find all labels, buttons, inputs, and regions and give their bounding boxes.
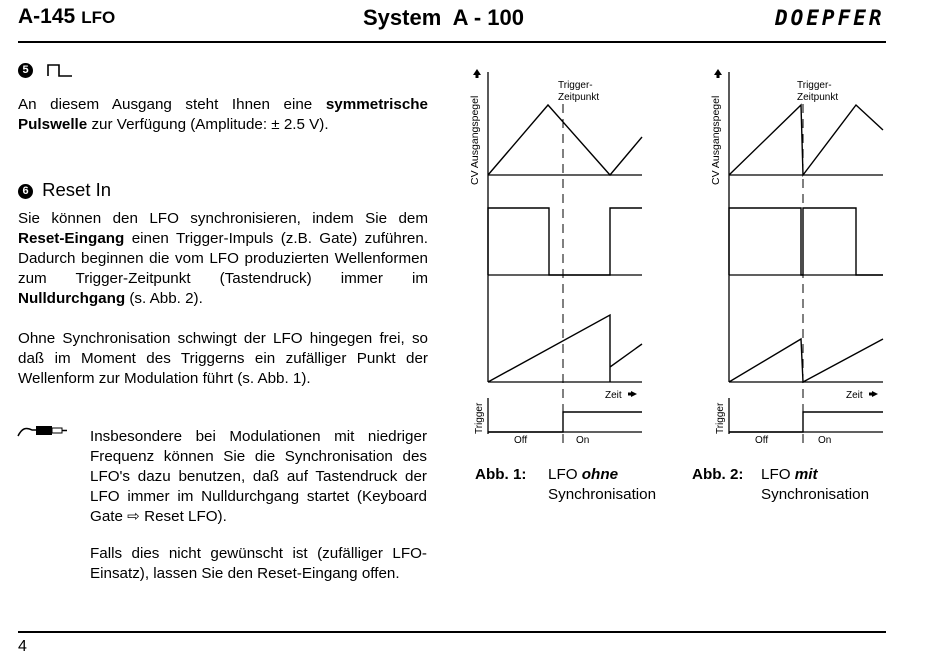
footer-rule [18,631,886,633]
sawtooth-wave [729,339,883,382]
text-run: einen Trigger-Impuls (z.B. Gate) zuführen. Dadurch beginnen die vom LFO produzierten Wellenformen zum Trigger-Zeitpunkt (Tastendruck) immer im [18,230,428,287]
section-number-badge: 6 [18,184,33,199]
trigger-signal [488,412,642,432]
trigger-axis-label: Trigger [474,402,485,434]
section6-heading [18,179,111,201]
y-axis-label: CV Ausgangspegel [710,95,722,185]
brand-logo: DOEPFER [775,6,885,30]
page-number: 4 [18,638,27,655]
text-bold: symmetrische Pulswelle [18,96,428,133]
module-name: LFO [81,8,116,27]
y-axis-label: CV Ausgangspegel [469,95,481,185]
text-emphasis: ohne [581,466,619,483]
figure2-diagram [701,62,901,452]
section5-text [18,95,428,135]
text-run: An diesem Ausgang steht Ihnen eine [18,96,326,113]
section6-paragraph1 [18,209,428,309]
square-wave [488,208,642,275]
trigger-label: Trigger- [797,80,832,91]
pulse-wave-icon [47,63,73,77]
off-label: Off [514,435,528,446]
trigger-label-line2: Zeitpunkt [797,92,839,103]
header-rule [18,41,886,43]
text-run: Synchronisation [761,486,870,503]
figure1-caption [475,465,526,485]
triangle-wave [488,105,642,175]
zeit-label: Zeit [846,390,863,401]
figure1-diagram [460,62,660,452]
text-bold: Nulldurchgang [18,290,126,307]
module-number: A-145 [18,5,76,28]
text-run: LFO [761,466,795,483]
arrow-right-icon: ⇨ [127,508,140,525]
sawtooth-wave [488,315,642,382]
text-run: LFO [548,466,582,483]
figure2-number: Abb. 2: [692,466,744,483]
section-title: Reset In [42,179,112,200]
text-emphasis: mit [794,466,818,483]
patch-cable-icon [16,422,68,442]
on-label: On [818,435,832,446]
text-run: Insbesondere bei Modulationen mit niedriger Frequenz können Sie die Synchronisation des LFO's dazu benutzen, daß auf Tastendruck der LFO immer im Nulldurchgang startet (Keyboard Gate [90,428,427,525]
system-title: System A - 100 [363,5,525,30]
note-paragraph2: Falls dies nicht gewünscht ist (zufälliger LFO-Einsatz), lassen Sie den Reset-Eingang offen. [90,545,427,582]
figure1-caption-text [548,465,656,505]
figure1-number: Abb. 1: [475,466,527,483]
text-run: Reset LFO). [139,508,227,525]
module-title [18,5,115,29]
text-run: (s. Abb. 2). [125,290,203,307]
text-run: zur Verfügung (Amplitude: ± 2.5 V). [87,116,329,133]
trigger-label: Trigger- [558,80,593,91]
figure2-caption-text [761,465,869,505]
section6-paragraph2: Ohne Synchronisation schwingt der LFO hingegen frei, so daß im Moment des Triggerns ein zufälliger Punkt der Wellenform zur Modulation führt (s. Abb. 1). [18,330,428,387]
note-paragraph1 [90,427,427,527]
trigger-signal [729,412,883,432]
section5-heading [18,62,73,80]
trigger-axis-label: Trigger [715,402,726,434]
on-label: On [576,435,590,446]
section-number-badge: 5 [18,63,33,78]
text-bold: Reset-Eingang [18,230,125,247]
off-label: Off [755,435,769,446]
figure2-caption [692,465,743,485]
triangle-wave [729,105,883,175]
text-run: Sie können den LFO synchronisieren, indem Sie dem [18,210,428,227]
square-wave [729,208,883,275]
trigger-label-line2: Zeitpunkt [558,92,600,103]
text-run: Synchronisation [548,486,657,503]
zeit-label: Zeit [605,390,622,401]
